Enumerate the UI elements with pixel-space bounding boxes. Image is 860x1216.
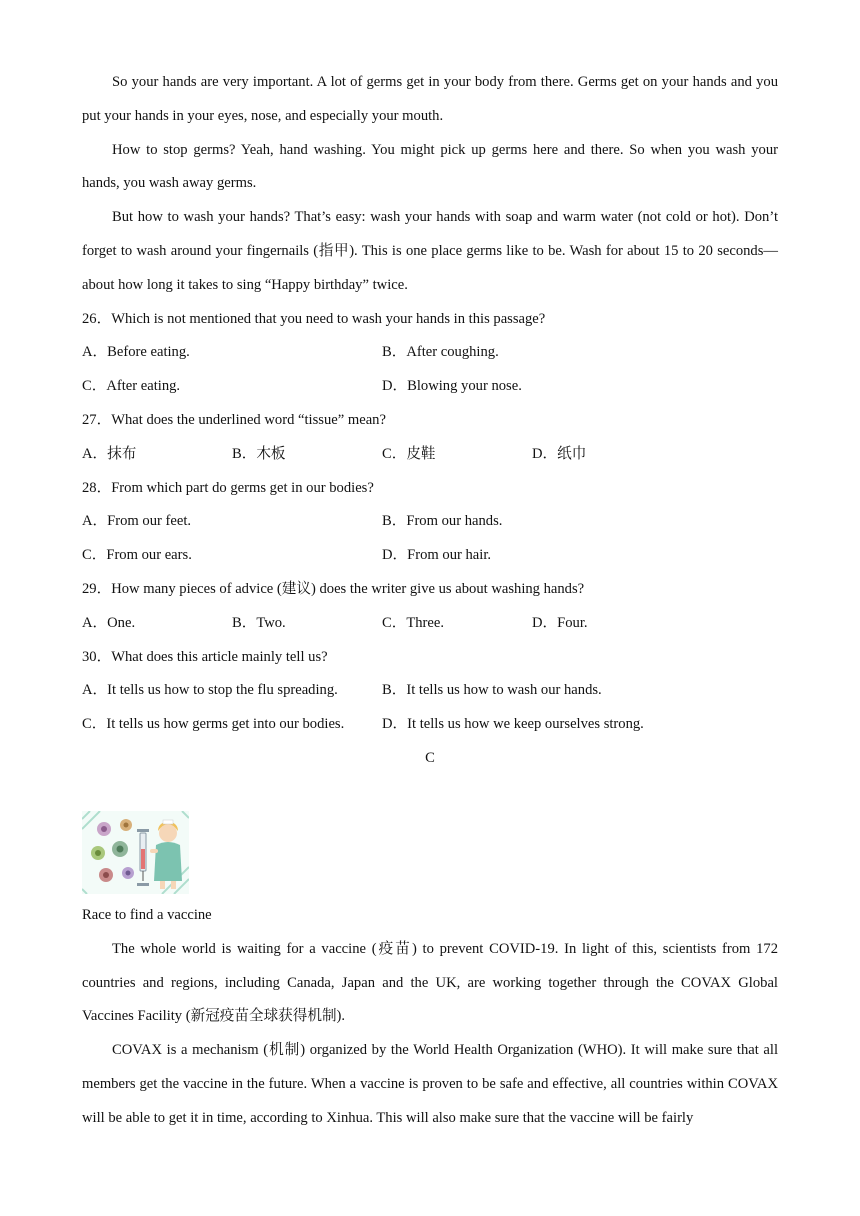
option-c: C．Three.: [382, 614, 445, 631]
option-c: C．After eating.: [82, 378, 181, 395]
option-row: [82, 438, 778, 472]
option-b: B．From our hands.: [382, 513, 503, 530]
nurse-syringe-illustration-icon: [82, 811, 189, 894]
passage-c: [82, 933, 778, 1136]
option-b: B．After coughing.: [382, 344, 499, 361]
option-a: A．From our feet.: [82, 513, 192, 530]
section-letter: C: [425, 749, 435, 766]
option-row: [82, 674, 778, 708]
question-stem: 28．From which part do germs get in our bodies?: [82, 479, 374, 496]
question-stem: 27．What does the underlined word “tissue” mean?: [82, 411, 386, 428]
option-row: [82, 505, 778, 539]
option-a: A．Before eating.: [82, 344, 190, 361]
paragraph: COVAX is a mechanism (机制) organized by the World Health Organization (WHO). It will make sure that all members get the vaccine in the future. When a vaccine is proven to be safe and effective, all countries within COVAX will be able to get it in time, according to Xinhua. This will also make sure that the vaccine will be fairly: [82, 1042, 778, 1126]
option-b: B．木板: [232, 445, 286, 462]
option-d: D．Blowing your nose.: [382, 378, 522, 395]
question-stem: 26．Which is not mentioned that you need to wash your hands in this passage?: [82, 310, 546, 327]
option-b: B．Two.: [232, 614, 286, 631]
option-a: A．One.: [82, 614, 136, 631]
option-c: C．From our ears.: [82, 547, 192, 564]
option-row: [82, 539, 778, 573]
option-d: D．Four.: [532, 614, 588, 631]
option-c: C．It tells us how germs get into our bodies.: [82, 716, 345, 733]
article-title: Race to find a vaccine: [82, 907, 212, 923]
option-a: A．抹布: [82, 445, 137, 462]
passage-b: [82, 66, 778, 776]
option-row: [82, 370, 778, 404]
option-d: D．纸巾: [532, 445, 587, 462]
question-stem: 30．What does this article mainly tell us?: [82, 648, 328, 665]
paragraph: The whole world is waiting for a vaccine (疫苗) to prevent COVID-19. In light of this, scientists from 172 countries and regions, including Canada, Japan and the UK, are working together through the COVAX Global Vaccines Facility (新冠疫苗全球获得机制).: [82, 940, 778, 1025]
paragraph: How to stop germs? Yeah, hand washing. You might pick up germs here and there. So when you wash your hands, you wash away germs.: [82, 141, 778, 192]
question-stem: 29．How many pieces of advice (建议) does the writer give us about washing hands?: [82, 580, 585, 597]
option-b: B．It tells us how to wash our hands.: [382, 682, 602, 699]
paragraph: So your hands are very important. A lot of germs get in your body from there. Germs get on your hands and you put your hands in your eyes, nose, and especially your mouth.: [82, 74, 778, 124]
option-a: A．It tells us how to stop the flu spreading.: [82, 682, 338, 699]
option-row: [82, 708, 778, 742]
option-row: [82, 607, 778, 641]
option-c: C．皮鞋: [382, 445, 436, 462]
vaccine-illustration: [82, 811, 189, 894]
paragraph: But how to wash your hands? That’s easy: wash your hands with soap and warm water (not cold or hot). Don’t forget to wash around your fingernails (指甲). This is one place germs like to be. Wash for about 15 to 20 seconds—about how long it takes to sing “Happy birthday” twice.: [82, 209, 778, 293]
option-d: D．It tells us how we keep ourselves strong.: [382, 716, 644, 733]
option-row: [82, 336, 778, 370]
option-d: D．From our hair.: [382, 547, 492, 564]
